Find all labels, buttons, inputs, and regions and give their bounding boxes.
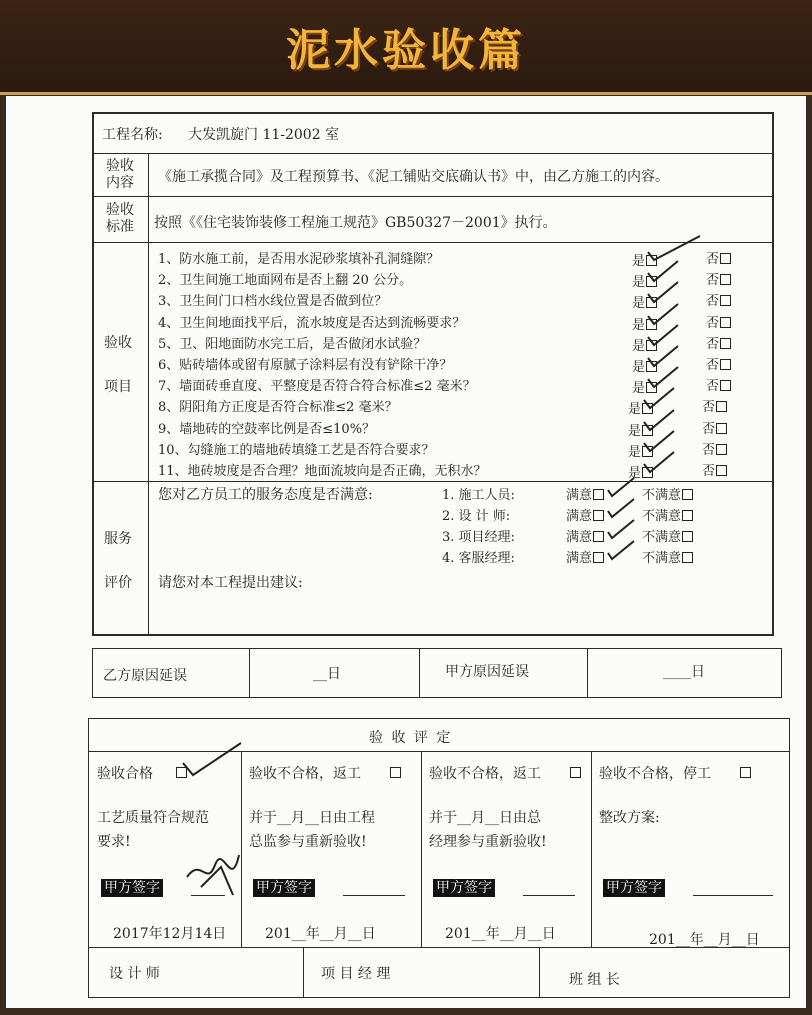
no-checkbox [706, 333, 731, 352]
no-label: 否 [702, 400, 716, 416]
service-role-2: 2. 设 计 师: [442, 509, 511, 524]
inspection-item-2: 2、卫生间施工地面网布是否上翻 20 公分。 [158, 273, 413, 289]
checkbox-box [593, 489, 604, 500]
cell-divider [249, 649, 250, 697]
service-label-2: 评价 [104, 575, 132, 591]
content-label: 验收 内容 [106, 158, 134, 191]
evaluation-date: 201__年__月__日 [445, 926, 556, 942]
evaluation-column-body: 并于__月__日由总 [429, 810, 541, 826]
evaluation-column-head: 验收不合格，返工 [249, 766, 361, 782]
project-label: 工程名称: [102, 127, 163, 143]
signature-label [253, 877, 315, 897]
yes-label: 是 [628, 444, 642, 460]
satisfied-label: 满意 [566, 530, 593, 545]
delay-table [92, 648, 782, 698]
evaluation-date: 201__年__月__日 [265, 926, 376, 942]
checkbox-box [682, 552, 693, 563]
delay-party-a-days: ____日 [663, 664, 705, 680]
evaluation-column-body: 工艺质量符合规范 [97, 810, 209, 826]
evaluation-column-head: 验收合格 [97, 766, 153, 782]
checkbox-box [720, 274, 731, 285]
row-divider [92, 481, 774, 482]
yes-label: 是 [632, 254, 646, 269]
unsatisfied-option [642, 526, 693, 545]
no-checkbox [702, 439, 727, 458]
inspection-item-4: 4、卫生间地面找平后，流水坡度是否达到流畅要求？ [158, 315, 466, 331]
evaluation-date: 2017年12月14日 [113, 926, 227, 942]
checkbox-box [740, 767, 751, 778]
no-label: 否 [702, 421, 716, 437]
yes-label: 是 [628, 423, 642, 439]
no-label: 否 [706, 336, 720, 352]
yes-label: 是 [628, 402, 642, 418]
no-checkbox [706, 312, 731, 331]
no-label: 否 [706, 294, 720, 310]
items-label-2: 项目 [104, 379, 132, 395]
check-mark-icon [638, 446, 698, 476]
service-label-1: 服务 [104, 531, 132, 547]
no-checkbox [706, 354, 731, 373]
title-banner [0, 0, 812, 95]
service-role-1: 1. 施工人员: [442, 488, 515, 503]
checkbox-box [570, 767, 581, 778]
checkbox-box [682, 489, 693, 500]
no-label: 否 [702, 442, 716, 458]
service-question: 您对乙方员工的服务态度是否满意: [158, 487, 373, 503]
checkbox-box [593, 510, 604, 521]
checkbox-box [716, 444, 727, 455]
check-mark-icon [179, 739, 249, 779]
checkbox-box [682, 531, 693, 542]
form-border-bottom [92, 634, 774, 636]
satisfied-option [566, 505, 604, 524]
checkbox-box [720, 359, 731, 370]
yes-label: 是 [632, 360, 646, 375]
evaluation-column-body: 并于__月__日由工程 [249, 810, 375, 826]
yes-label: 是 [632, 275, 646, 291]
satisfied-label: 满意 [566, 488, 593, 503]
inspection-item-9: 9、墙地砖的空鼓率比例是否≤10%？ [158, 421, 376, 437]
cell-divider [539, 947, 540, 997]
no-checkbox [702, 396, 727, 415]
designer-label: 设 计 师 [109, 966, 160, 982]
checkbox-box [716, 423, 727, 434]
no-label: 否 [702, 464, 716, 479]
form-border-right [772, 112, 774, 636]
signature-line [693, 895, 773, 896]
checkbox-box [593, 552, 604, 563]
cell-divider [419, 649, 420, 697]
delay-party-b-days: __日 [313, 666, 341, 682]
yes-label: 是 [632, 338, 646, 354]
service-role-4: 4. 客服经理: [442, 551, 515, 566]
yes-label: 是 [628, 466, 642, 481]
no-label: 否 [706, 379, 720, 395]
delay-party-b-label: 乙方原因延误 [103, 668, 187, 684]
cell-divider [303, 947, 304, 997]
signature-line [343, 895, 405, 896]
check-mark-icon [604, 539, 644, 563]
unsatisfied-option [642, 505, 693, 524]
no-checkbox [706, 248, 731, 267]
no-label: 否 [706, 358, 720, 373]
checkbox-box [720, 295, 731, 306]
signature-label [433, 877, 495, 897]
signature-line [523, 895, 575, 896]
checkbox-box [720, 380, 731, 391]
banner-title: 泥水验收篇 [286, 25, 526, 76]
suggestion-prompt: 请您对本工程提出建议: [158, 575, 303, 591]
signature-stamp: 甲方签字 [603, 879, 665, 897]
yes-label: 是 [632, 296, 646, 312]
checkbox-box [593, 531, 604, 542]
inspection-item-6: 6、贴砖墙体或留有原腻子涂料层有没有铲除干净？ [158, 358, 453, 373]
satisfied-label: 满意 [566, 509, 593, 524]
checkbox-box [716, 465, 727, 476]
inspection-form [6, 96, 806, 1008]
inspection-item-8: 8、阴阳角方正度是否符合标准≤2 毫米？ [158, 400, 398, 416]
no-checkbox [706, 269, 731, 288]
standard-label: 验收 标准 [106, 202, 134, 235]
satisfied-option [566, 484, 604, 503]
inspection-item-5: 5、卫、阳地面防水完工后，是否做闭水试验？ [158, 336, 427, 352]
signature-label [603, 877, 665, 897]
evaluation-date: 201__年__月__日 [649, 932, 760, 948]
evaluation-column-body: 整改方案: [599, 810, 660, 826]
inspection-item-1: 1、防水施工前，是否用水泥砂浆填补孔洞缝隙？ [158, 252, 440, 267]
no-checkbox [702, 418, 727, 437]
delay-party-a-label: 甲方原因延误 [445, 664, 529, 680]
no-checkbox [706, 290, 731, 309]
form-border-left [92, 112, 94, 636]
unsatisfied-label: 不满意 [642, 551, 682, 566]
satisfied-option [566, 526, 604, 545]
evaluation-table [88, 718, 790, 998]
unsatisfied-label: 不满意 [642, 530, 682, 545]
checkbox-box [682, 510, 693, 521]
yes-label: 是 [632, 317, 646, 333]
checkbox-box [720, 253, 731, 264]
no-label: 否 [706, 252, 720, 267]
unsatisfied-option [642, 484, 693, 503]
inspection-item-3: 3、卫生间门口档水线位置是否做到位？ [158, 294, 388, 310]
signature-stamp: 甲方签字 [253, 879, 315, 897]
service-role-3: 3. 项目经理: [442, 530, 515, 545]
checkbox-box [716, 401, 727, 412]
no-label: 否 [706, 273, 720, 289]
cell-divider [587, 649, 588, 697]
signature-stamp: 甲方签字 [101, 879, 163, 897]
cell-divider [421, 751, 422, 947]
team-leader-label: 班 组 长 [569, 972, 620, 988]
unsatisfied-label: 不满意 [642, 488, 682, 503]
checkbox-box [390, 767, 401, 778]
inspection-item-11: 11、地砖坡度是否合理？地面流坡向是否正确，无积水？ [158, 464, 487, 479]
project-manager-label: 项 目 经 理 [321, 966, 391, 982]
standard-text: 按照《《住宅装饰装修工程施工规范》GB50327－2001》执行。 [154, 215, 557, 231]
satisfied-option [566, 547, 604, 566]
label-column-divider [148, 153, 149, 635]
no-checkbox [706, 375, 731, 394]
row-divider [92, 196, 774, 197]
row-divider [92, 153, 774, 154]
project-name: 大发凯旋门 11-2002 室 [188, 127, 340, 143]
evaluation-column-head: 验收不合格，返工 [429, 766, 541, 782]
handwritten-signature [181, 847, 251, 903]
evaluation-column-head: 验收不合格，停工 [599, 766, 711, 782]
inspection-item-7: 7、墙面砖垂直度、平整度是否符合符合标准≤2 毫米？ [158, 379, 476, 395]
evaluation-column-body: 要求! [97, 834, 131, 850]
cell-divider [591, 751, 592, 947]
evaluation-heading: 验 收 评 定 [369, 730, 453, 746]
evaluation-column-body: 总监参与重新验收! [249, 834, 367, 850]
yes-label: 是 [632, 381, 646, 397]
unsatisfied-label: 不满意 [642, 509, 682, 524]
no-label: 否 [706, 315, 720, 331]
signature-label [101, 877, 163, 897]
checkbox-box [720, 317, 731, 328]
checkbox-box [720, 338, 731, 349]
inspection-item-10: 10、勾缝施工的墙地砖填缝工艺是否符合要求？ [158, 442, 435, 458]
unsatisfied-option [642, 547, 693, 566]
items-label-1: 验收 [104, 335, 132, 351]
content-text: 《施工承揽合同》及工程预算书、《泥工铺贴交底确认书》中，由乙方施工的内容。 [158, 169, 669, 185]
signature-stamp: 甲方签字 [433, 879, 495, 897]
no-checkbox [702, 460, 727, 479]
evaluation-column-body: 经理参与重新验收! [429, 834, 547, 850]
form-border-top [92, 112, 774, 114]
satisfied-label: 满意 [566, 551, 593, 566]
